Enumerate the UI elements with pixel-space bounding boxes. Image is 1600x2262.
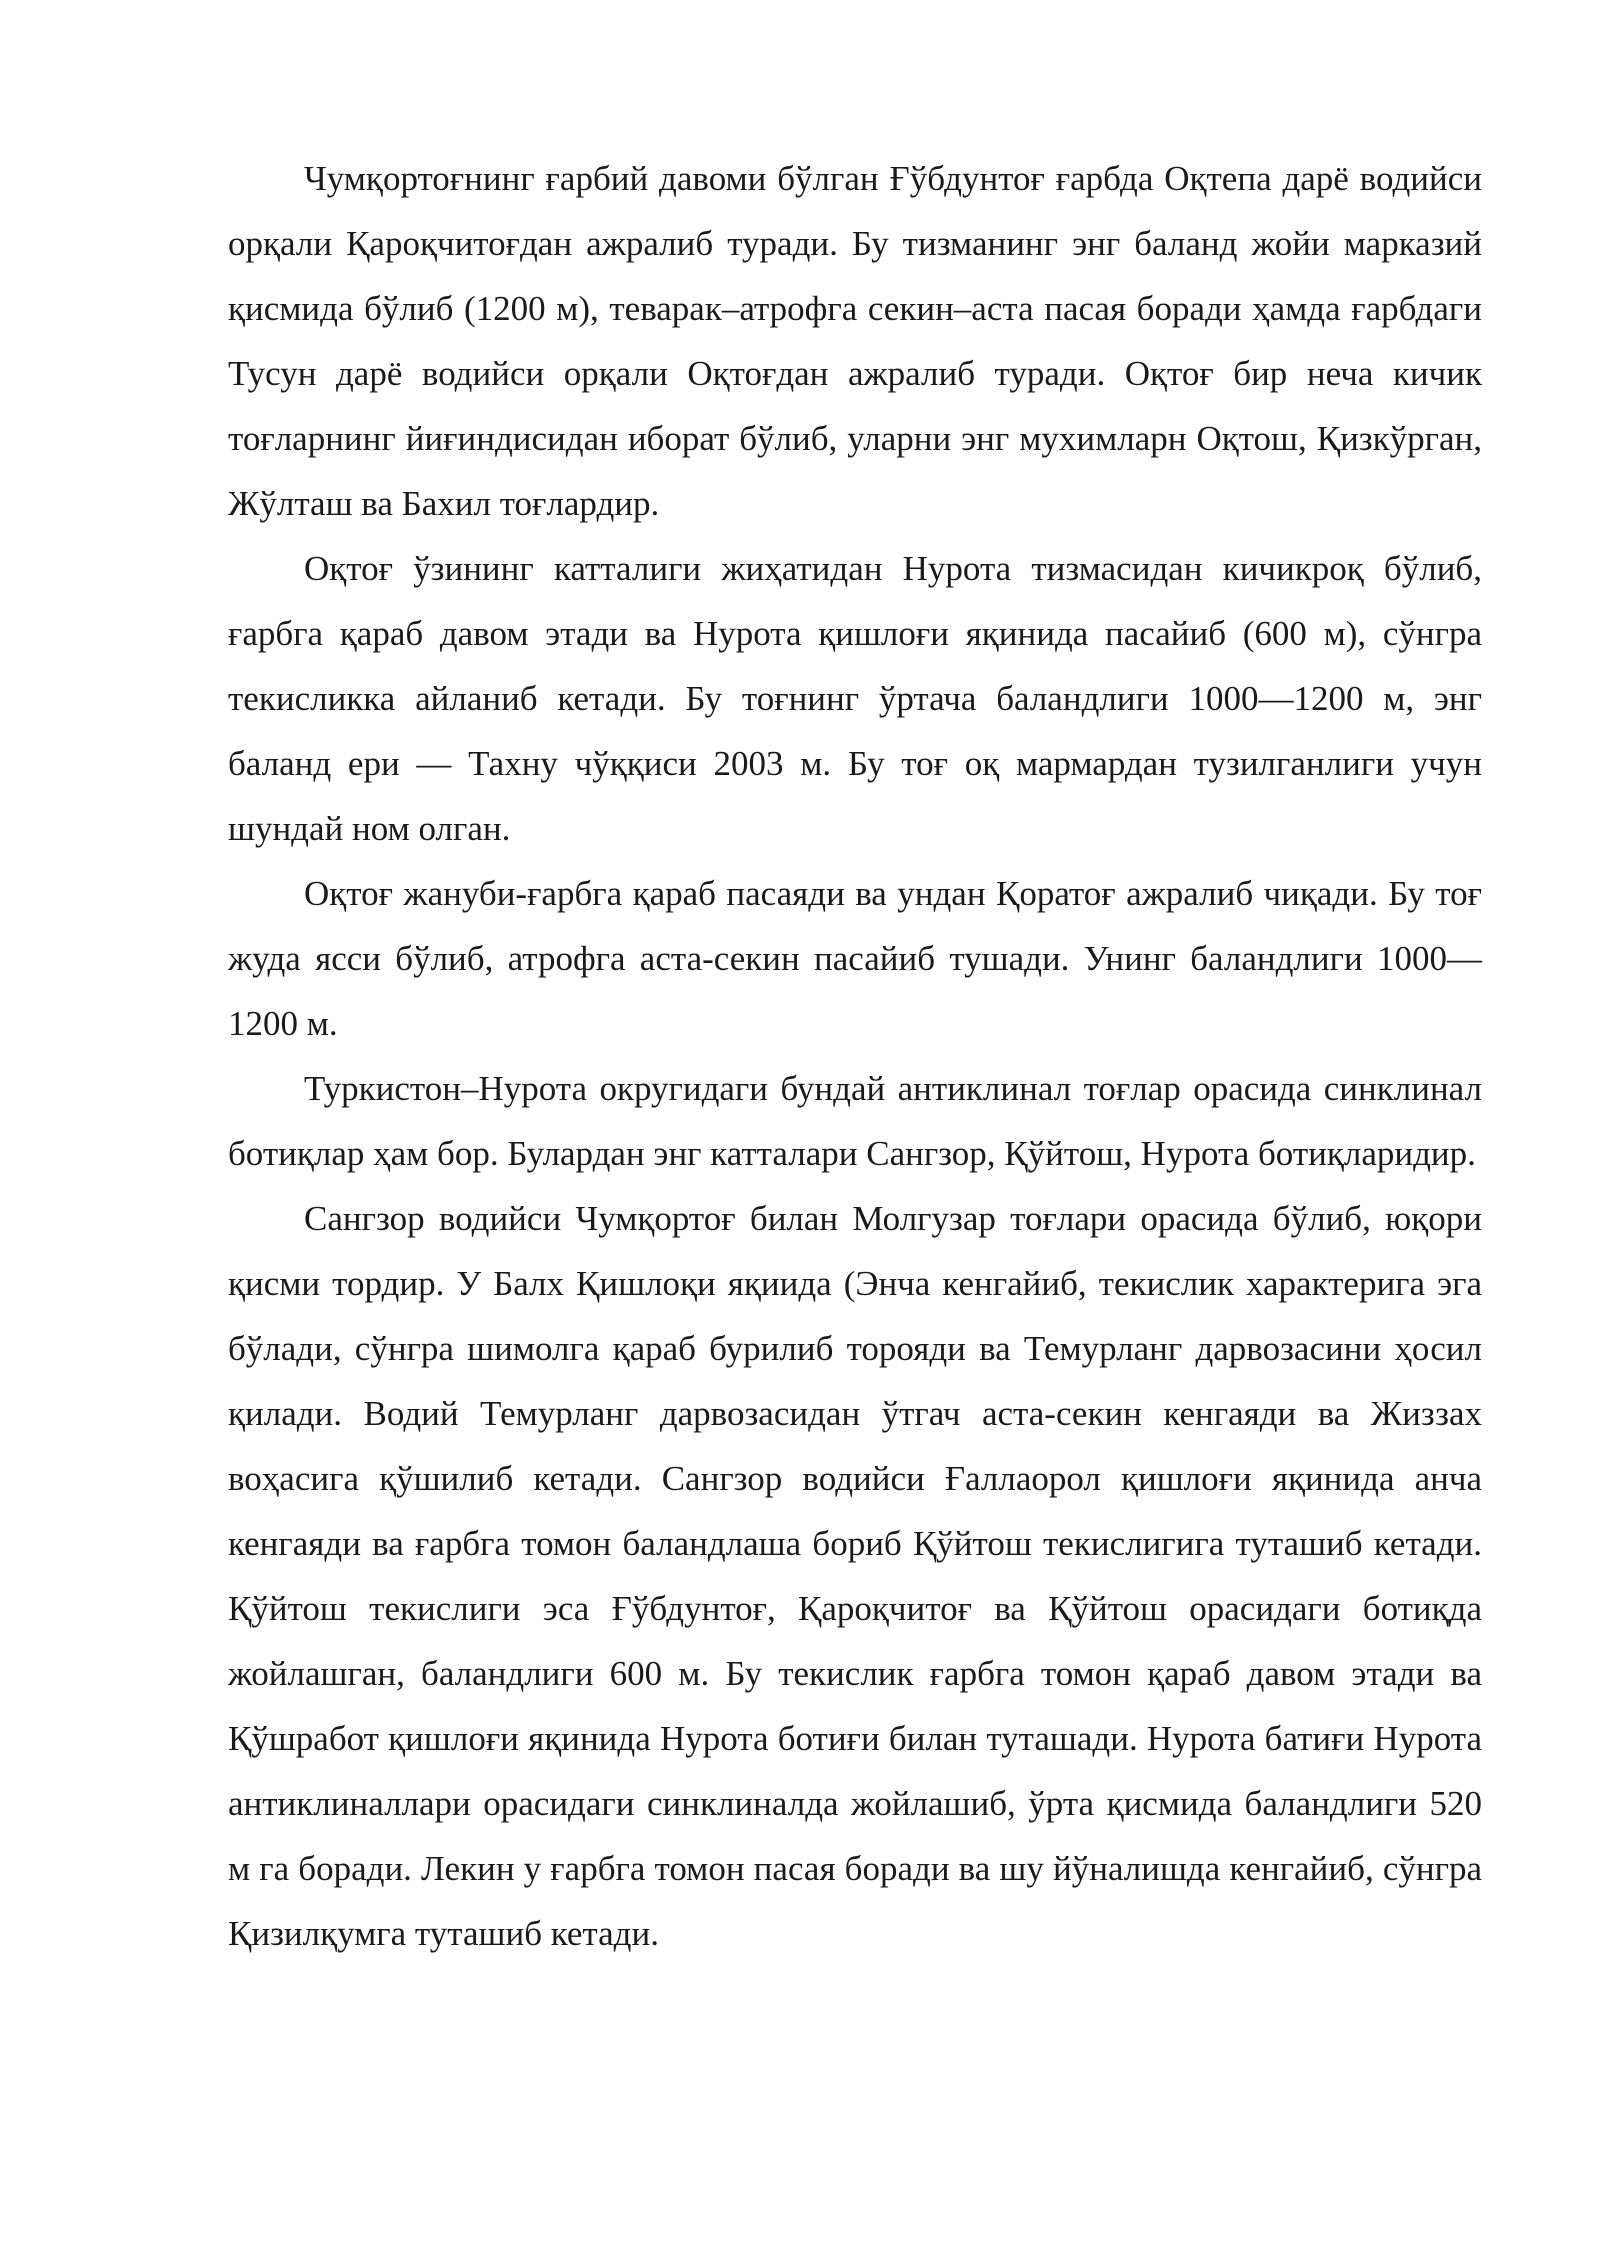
document-page: [228, 146, 1482, 1966]
paragraph-5: Сангзор водийси Чумқортоғ билан Молгузар тоғлари орасида бўлиб, юқори қисми тордир. У Балх Қишлоқи яқиида (Энча кенгайиб, текислик характерига эга бўлади, сўнгра шимолга қараб бурилиб торояди ва Темурланг дарвозасини ҳосил қилади. Водий Темурланг дарвозасидан ўтгач аста-секин кенгаяди ва Жиззах воҳасига қўшилиб кетади. Сангзор водийси Ғаллаорол қишлоғи яқинида анча кенгаяди ва ғарбга томон баландлаша бориб Қўйтош текислигига туташиб кетади. Қўйтош текислиги эса Ғўбдунтоғ, Қароқчитоғ ва Қўйтош орасидаги ботиқда жойлашган, баландлиги 600 м. Бу текислик ғарбга томон қараб давом этади ва Қўшработ қишлоғи яқинида Нурота ботиғи билан туташади. Нурота батиғи Нурота антиклиналлари орасидаги синклиналда жойлашиб, ўрта қисмида баландлиги 520 м га боради. Лекин у ғарбга томон пасая боради ва шу йўналишда кенгайиб, сўнгра Қизилқумга туташиб кетади.: [228, 1199, 1482, 1953]
paragraph-4: Туркистон–Нурота округидаги бундай антиклинал тоғлар орасида синклинал ботиқлар ҳам бор. Булардан энг катталари Сангзор, Қўйтош, Нурота ботиқларидир.: [228, 1069, 1482, 1173]
paragraph-3: Оқтоғ жануби-ғарбга қараб пасаяди ва ундан Қоратоғ ажралиб чиқади. Бу тоғ жуда ясси бўлиб, атрофга аста-секин пасайиб тушади. Унинг баландлиги 1000—1200 м.: [228, 874, 1482, 1043]
paragraph-2: Оқтоғ ўзининг катталиги жиҳатидан Нурота тизмасидан кичикроқ бўлиб, ғарбга қараб давом этади ва Нурота қишлоғи яқинида пасайиб (600 м), сўнгра текисликка айланиб кетади. Бу тоғнинг ўртача баландлиги 1000—1200 м, энг баланд ери — Тахну чўққиси 2003 м. Бу тоғ оқ мармардан тузилганлиги учун шундай ном олган.: [228, 549, 1482, 848]
paragraph-1: Чумқортоғнинг ғарбий давоми бўлган Ғўбдунтоғ ғарбда Оқтепа дарё водийси орқали Қароқчитоғдан ажралиб туради. Бу тизманинг энг баланд жойи марказий қисмида бўлиб (1200 м), теварак–атрофга секин–аста пасая боради ҳамда ғарбдаги Тусун дарё водийси орқали Оқтоғдан ажралиб туради. Оқтоғ бир неча кичик тоғларнинг йиғиндисидан иборат бўлиб, уларни энг мухимларн Оқтош, Қизкўрган, Жўлташ ва Бахил тоғлардир.: [228, 159, 1482, 523]
